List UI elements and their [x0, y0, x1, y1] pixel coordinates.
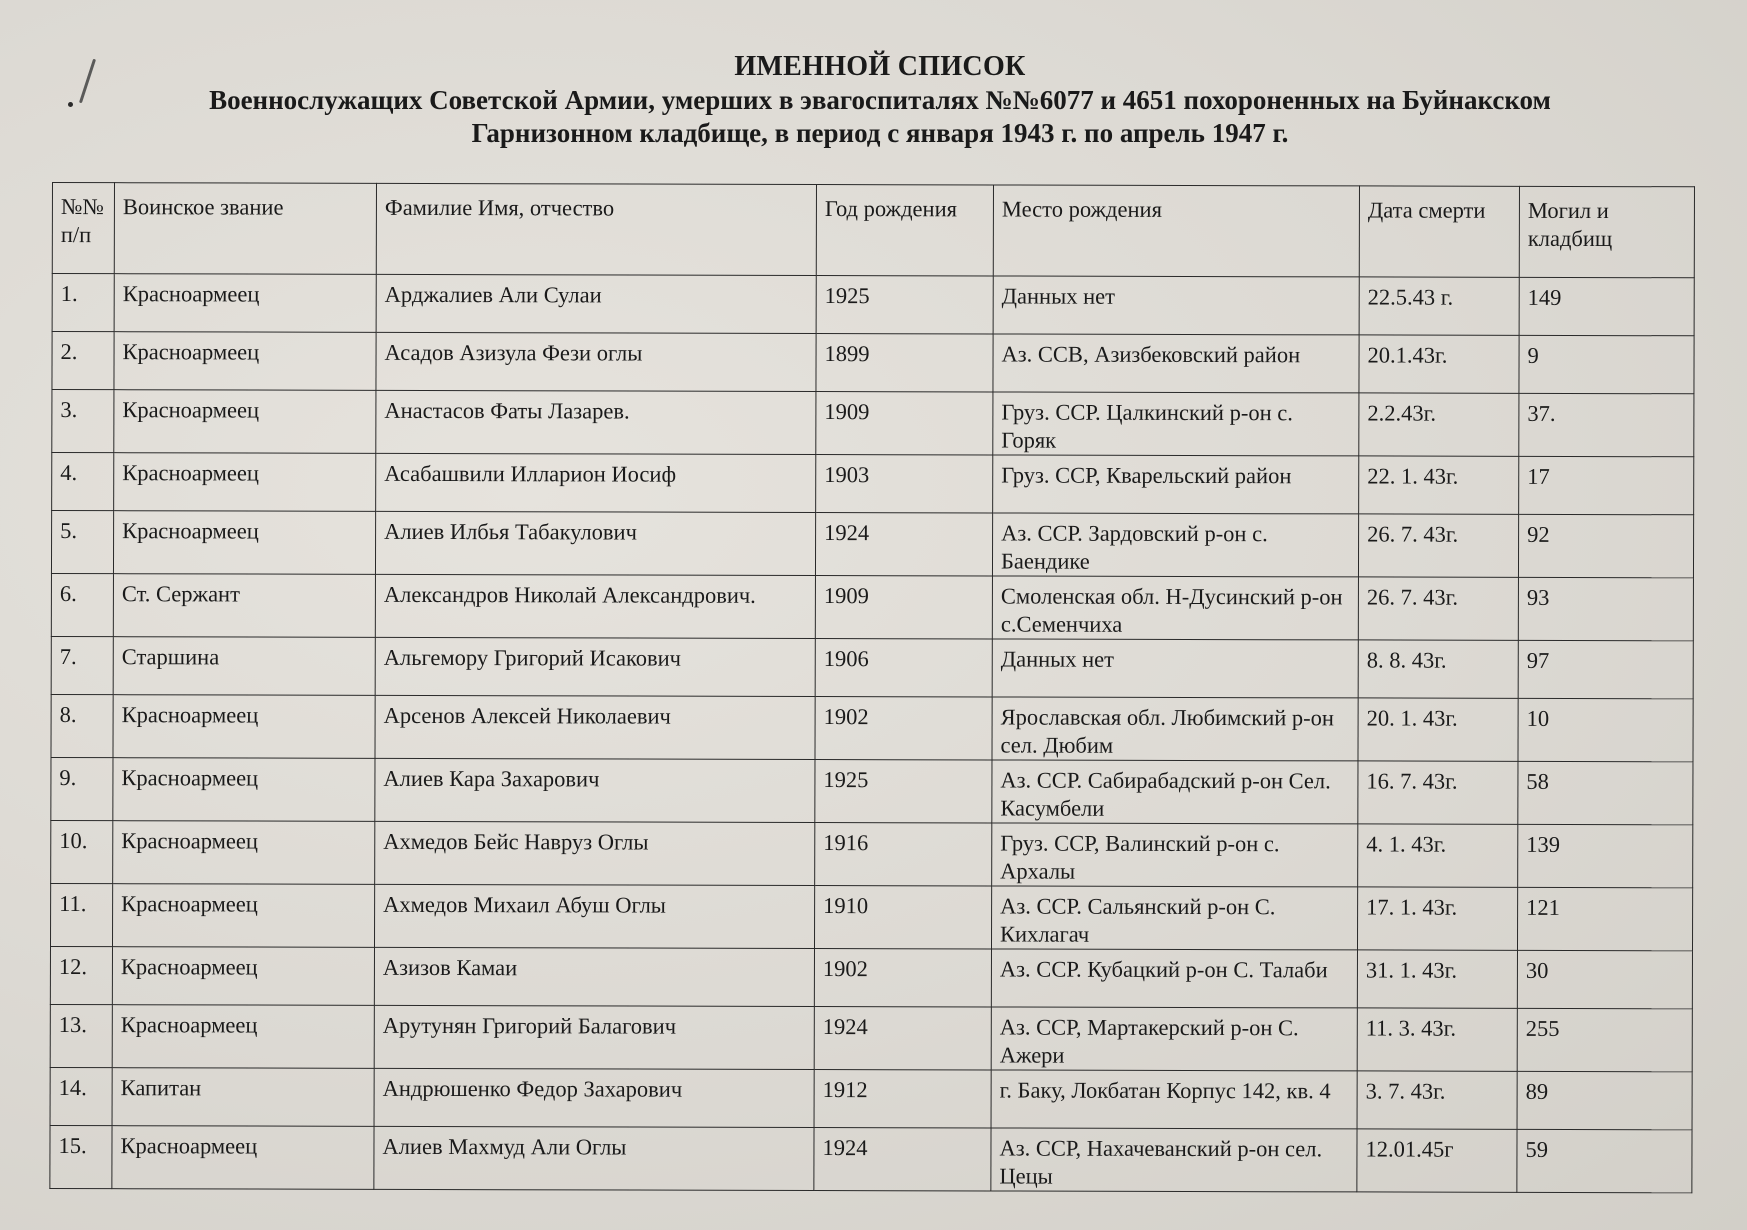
cell-rank: Красноармеец: [113, 821, 375, 885]
cell-name: Арсенов Алексей Николаевич: [375, 695, 815, 759]
cell-rank: Красноармеец: [114, 332, 376, 391]
cell-death-date: 4. 1. 43г.: [1358, 824, 1518, 887]
cell-rank: Красноармеец: [113, 758, 375, 822]
table-row: [50, 1125, 1692, 1192]
cell-name: Асабашвили Илларион Иосиф: [376, 453, 816, 512]
cell-birthplace: Данных нет: [993, 276, 1359, 335]
cell-birth-year: 1925: [816, 276, 993, 334]
cell-grave: 9: [1519, 335, 1694, 393]
cell-birth-year: 1925: [815, 759, 992, 822]
cell-number: 14.: [50, 1067, 112, 1125]
cell-rank: Красноармеец: [114, 453, 376, 512]
cell-name: Арутунян Григорий Балагович: [374, 1005, 814, 1069]
cell-birth-year: 1910: [814, 885, 991, 948]
cell-number: 10.: [51, 820, 113, 883]
cell-number: 11.: [50, 883, 112, 946]
cell-birthplace: Аз. ССР, Мартакерский р-он С. Ажери: [991, 1007, 1357, 1071]
cell-rank: Красноармеец: [112, 884, 374, 948]
cell-number: 7.: [51, 636, 113, 694]
table-row: [52, 332, 1694, 394]
cell-birth-year: 1909: [816, 392, 993, 455]
roster-table: [49, 182, 1695, 1193]
table-row: [51, 636, 1693, 698]
cell-birth-year: 1902: [815, 696, 992, 759]
cell-birthplace: Данных нет: [992, 639, 1358, 698]
cell-number: 2.: [52, 332, 114, 390]
cell-rank: Красноармеец: [112, 947, 374, 1006]
table-row: [50, 1067, 1692, 1129]
cell-birth-year: 1916: [815, 822, 992, 885]
cell-grave: 30: [1517, 950, 1692, 1008]
table-row: [51, 511, 1693, 578]
cell-death-date: 12.01.45г: [1357, 1129, 1517, 1192]
cell-birth-year: 1909: [815, 576, 992, 639]
cell-grave: 10: [1518, 698, 1693, 761]
cell-grave: 139: [1518, 824, 1693, 887]
cell-number: 13.: [50, 1004, 112, 1067]
cell-death-date: 8. 8. 43г.: [1358, 640, 1518, 698]
table-row: [50, 883, 1692, 950]
document-header: [100, 50, 1660, 150]
cell-death-date: 20.1.43г.: [1359, 335, 1519, 393]
cell-birth-year: 1903: [816, 455, 993, 513]
cell-grave: 121: [1517, 887, 1692, 950]
cell-birthplace: г. Баку, Локбатан Корпус 142, кв. 4: [991, 1070, 1357, 1129]
cell-name: Азизов Камаи: [374, 947, 814, 1006]
cell-birth-year: 1902: [814, 948, 991, 1006]
cell-grave: 58: [1518, 761, 1693, 824]
cell-number: 15.: [50, 1125, 112, 1188]
cell-birth-year: 1912: [814, 1069, 991, 1127]
cell-death-date: 2.2.43г.: [1359, 393, 1519, 456]
cell-death-date: 16. 7. 43г.: [1358, 761, 1518, 824]
table-row: [50, 1004, 1692, 1071]
cell-death-date: 3. 7. 43г.: [1357, 1071, 1517, 1129]
cell-birth-year: 1906: [815, 638, 992, 696]
cell-birth-year: 1924: [814, 1127, 991, 1190]
table-row: [51, 757, 1693, 824]
cell-number: 6.: [51, 573, 113, 636]
cell-rank: Старшина: [113, 637, 375, 696]
cell-rank: Капитан: [112, 1068, 374, 1127]
cell-death-date: 26. 7. 43г.: [1358, 514, 1518, 577]
cell-birthplace: Аз. ССВ, Азизбековский район: [993, 334, 1359, 393]
cell-birth-year: 1924: [815, 513, 992, 576]
cell-rank: Красноармеец: [113, 695, 375, 759]
table-row: [51, 573, 1693, 640]
cell-number: 4.: [52, 453, 114, 511]
cell-birth-year: 1924: [814, 1006, 991, 1069]
cell-number: 5.: [51, 511, 113, 574]
cell-death-date: 20. 1. 43г.: [1358, 698, 1518, 761]
cell-grave: 89: [1517, 1071, 1692, 1129]
cell-name: Арджалиев Али Сулаи: [376, 274, 816, 333]
cell-death-date: 22.5.43 г.: [1359, 277, 1519, 335]
cell-birth-year: 1899: [816, 334, 993, 392]
cell-grave: 149: [1519, 277, 1694, 335]
cell-death-date: 26. 7. 43г.: [1358, 577, 1518, 640]
cell-number: 9.: [51, 757, 113, 820]
cell-number: 3.: [52, 390, 114, 453]
cell-death-date: 17. 1. 43г.: [1357, 887, 1517, 950]
cell-number: 12.: [50, 946, 112, 1004]
table-row: [52, 274, 1694, 336]
cell-death-date: 11. 3. 43г.: [1357, 1008, 1517, 1071]
cell-birthplace: Груз. ССР. Цалкинский р-он с. Горяк: [993, 392, 1359, 456]
cell-name: Александров Николай Александрович.: [375, 574, 815, 638]
cell-name: Алиев Кара Захарович: [375, 758, 815, 822]
cell-rank: Красноармеец: [114, 274, 376, 333]
header-number: №№ п/п: [52, 183, 114, 274]
cell-birthplace: Аз. ССР. Сабирабадский р-он Сел. Касумбели: [992, 760, 1358, 824]
header-birth-year: Год рождения: [816, 185, 993, 276]
cell-birthplace: Груз. ССР, Валинский р-он с. Архалы: [992, 823, 1358, 887]
cell-birthplace: Аз. ССР. Зардовский р-он с. Баендике: [992, 513, 1358, 577]
table-row: [50, 946, 1692, 1008]
cell-birthplace: Груз. ССР, Кварельский район: [993, 455, 1359, 514]
table-row: [52, 390, 1694, 457]
cell-rank: Красноармеец: [112, 1005, 374, 1069]
header-grave: Могил и кладбищ: [1519, 186, 1694, 277]
header-death-date: Дата смерти: [1359, 186, 1519, 277]
cell-grave: 92: [1518, 514, 1693, 577]
cell-grave: 17: [1519, 456, 1694, 514]
cell-birthplace: Аз. ССР. Сальянский р-он С. Кихлагач: [991, 886, 1357, 950]
cell-name: Андрюшенко Федор Захарович: [374, 1068, 814, 1127]
cell-grave: 93: [1518, 577, 1693, 640]
header-name: Фамилие Имя, отчество: [376, 183, 816, 275]
cell-death-date: 31. 1. 43г.: [1357, 950, 1517, 1008]
cell-rank: Красноармеец: [112, 1126, 374, 1190]
cell-grave: 97: [1518, 640, 1693, 698]
cell-name: Алиев Илбья Табакулович: [375, 511, 815, 575]
table-row: [51, 820, 1693, 887]
document-title: ИМЕННОЙ СПИСОК: [734, 51, 1026, 82]
cell-birthplace: Аз. ССР, Нахачеванский р-он сел. Цецы: [991, 1128, 1357, 1192]
ink-dot: [68, 102, 73, 107]
header-rank: Воинское звание: [114, 183, 376, 275]
cell-name: Алиев Махмуд Али Оглы: [374, 1126, 814, 1190]
cell-birthplace: Смоленская обл. Н-Дусинский р-он с.Семенчиха: [992, 576, 1358, 640]
document-subtitle: Военнослужащих Советской Армии, умерших в эвагоспиталях №№6077 и 4651 похороненных на Буйнакском Гарнизонном кладбище, в период с января 1943 г. по апрель 1947 г.: [209, 85, 1551, 148]
cell-death-date: 22. 1. 43г.: [1359, 456, 1519, 514]
table-header-row: [52, 183, 1694, 278]
cell-name: Анастасов Фаты Лазарев.: [376, 390, 816, 454]
cell-rank: Ст. Сержант: [113, 574, 375, 638]
cell-number: 1.: [52, 274, 114, 332]
cell-rank: Красноармеец: [114, 390, 376, 454]
cell-grave: 37.: [1519, 393, 1694, 456]
cell-name: Альгемору Григорий Исакович: [375, 637, 815, 696]
cell-rank: Красноармеец: [113, 511, 375, 575]
cell-name: Ахмедов Бейс Навруз Оглы: [375, 821, 815, 885]
cell-birthplace: Ярославская обл. Любимский р-он сел. Дюбим: [992, 697, 1358, 761]
table-row: [52, 453, 1694, 515]
table-row: [51, 694, 1693, 761]
cell-grave: 255: [1517, 1008, 1692, 1071]
pen-mark: [79, 59, 96, 104]
cell-name: Асадов Азизула Фези оглы: [376, 332, 816, 391]
cell-number: 8.: [51, 694, 113, 757]
cell-birthplace: Аз. ССР. Кубацкий р-он С. Талаби: [991, 949, 1357, 1008]
cell-grave: 59: [1517, 1129, 1692, 1192]
cell-name: Ахмедов Михаил Абуш Оглы: [374, 884, 814, 948]
header-birthplace: Место рождения: [993, 185, 1359, 277]
